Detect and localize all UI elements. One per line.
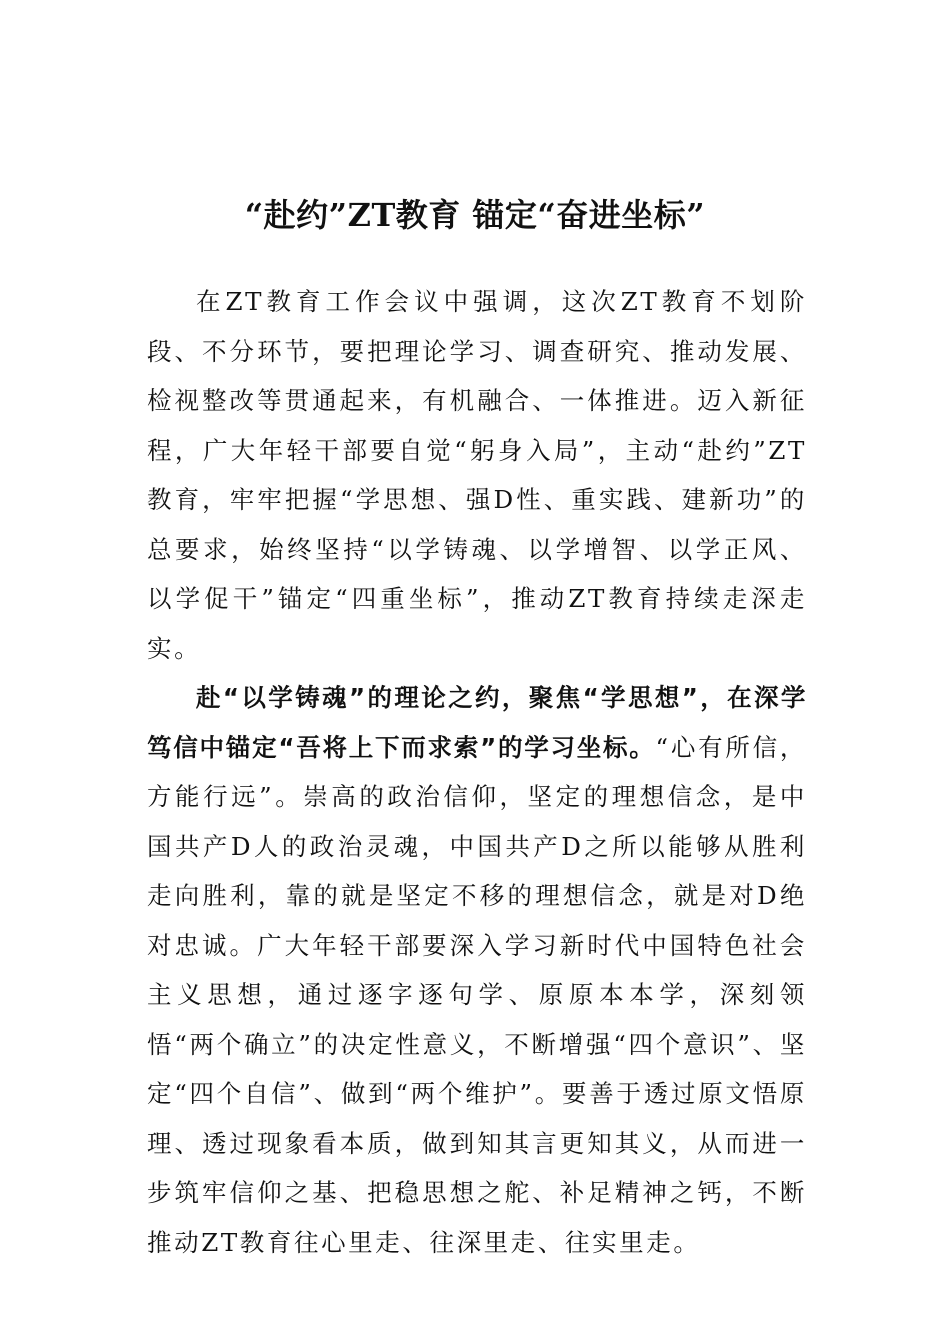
paragraph-intro-text: 在ZT教育工作会议中强调，这次ZT教育不划阶段、不分环节，要把理论学习、调查研究、推动发展、检视整改等贯通起来，有机融合、一体推进。迈入新征程，广大年轻干部要自觉“躬身入局”，主动“赴约”ZT教育，牢牢把握“学思想、强D性、重实践、建新功”的总要求，始终坚持“以学铸魂、以学增智、以学正风、以学促干”锚定“四重坐标”，推动ZT教育持续走深走实。 [147,287,807,663]
paragraph-theory [147,673,807,1267]
paragraph-intro [147,277,807,673]
document-title: “赴约”ZT教育 锚定“奋进坐标” [244,196,706,235]
paragraph-theory-lead: 赴“以学铸魂”的理论之约，聚焦“学思想”，在深学笃信中锚定“吾将上下而求索”的学习坐标。 [147,683,807,762]
paragraph-theory-text: “心有所信，方能行远”。崇高的政治信仰，坚定的理想信念，是中国共产D人的政治灵魂，中国共产D之所以能够从胜利走向胜利，靠的就是坚定不移的理想信念，就是对D绝对忠诚。广大年轻干部要深入学习新时代中国特色社会主义思想，通过逐字逐句学、原原本本学，深刻领悟“两个确立”的决定性意义，不断增强“四个意识”、坚定“四个自信”、做到“两个维护”。要善于透过原文悟原理、透过现象看本质，做到知其言更知其义，从而进一步筑牢信仰之基、把稳思想之舵、补足精神之钙，不断推动ZT教育往心里走、往深里走、往实里走。 [147,732,808,1257]
document-body [147,277,807,1267]
